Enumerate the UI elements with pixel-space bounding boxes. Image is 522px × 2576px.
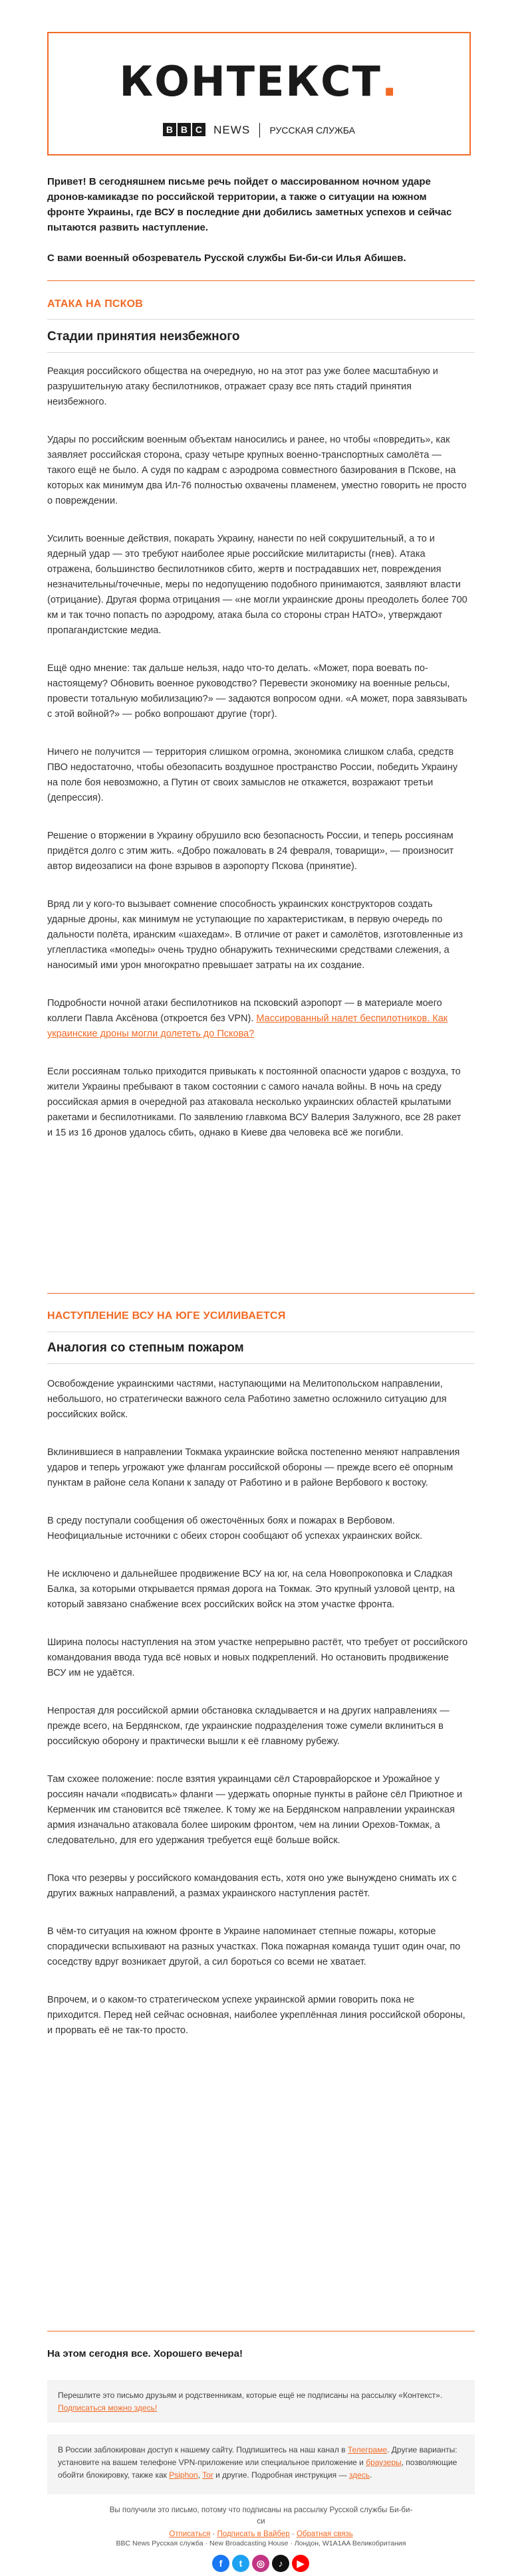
paragraph: Решение о вторжении в Украину обрушило всю безопасность России, и теперь россиянам придётся долго с этим жить. «Добро пожаловать в 24 февраля, товарищи», — произносит автор видеозаписи на фоне взрывов в аэропорту Пскова (принятие).	[47, 831, 454, 872]
tiktok-icon[interactable]: ♪	[272, 2555, 289, 2572]
paragraph: Вряд ли у кого-то вызывает сомнение способность украинских конструкторов создать ударные дроны, как минимум не уступающие по характеристикам, в первую очередь по дальности полёта, иранским «шахедам». В отличие от ракет и самолётов, изготовленные из углепластика «мопеды» очень трудно обнаружить техническими средствами слежения, а наносимый ими урон многократно превышает затраты на их создание.	[47, 899, 463, 971]
paragraph-with-link: Подробности ночной атаки беспилотников на псковский аэропорт — в материале моего коллеги Павла Аксёнова (откроется без VPN). Массированный налет беспилотников. Как украинские дроны могли долететь до Пскова?	[47, 998, 448, 1039]
paragraph: Удары по российским военным объектам наносились и ранее, но чтобы «повредить», как заявляет российская сторона, сразу четыре крупных военно-транспортных самолёта — такого ещё не было. А судя по кадрам с аэродрома совместного базирования в Пскове, на которых как минимум два Ил-76 полностью охвачены пламенем, уместно говорить не просто о повреждении.	[47, 435, 467, 506]
label-rule	[47, 319, 475, 320]
section-label: НАСТУПЛЕНИЕ ВСУ НА ЮГЕ УСИЛИВАЕТСЯ	[47, 1310, 286, 1322]
viber-subscribe-link[interactable]: Подписать в Вайбер	[217, 2530, 290, 2538]
paragraph: Не исключено и дальнейшее продвижение ВСУ на юг, на села Новопрокоповка и Сладкая Балка, за которыми открывается прямая дорога на Токмак. Это крупный узловой центр, на который завязано снабжение всех российских войск на этом участке фронта.	[47, 1569, 455, 1610]
social-icons	[201, 2555, 321, 2572]
browsers-link[interactable]: браузеры	[366, 2458, 402, 2467]
section-divider	[47, 1293, 475, 1294]
paragraph: Ширина полосы наступления на этом участке непрерывно растёт, что требует от российского командования ввода туда всё новых и новых подкреплений. Но остановить продвижение ВСУ им не удаётся.	[47, 1637, 468, 1678]
title-rule	[47, 1363, 475, 1364]
intro	[47, 174, 466, 281]
paragraph: Непростая для российской армии обстановка складывается и на других направлениях — прежде всего, на Бердянском, где украинские подразделения тоже сумели вклиниться в российскую оборону и практически вышли к её главному рубежу.	[47, 1706, 450, 1747]
title-rule	[47, 352, 475, 353]
paragraph: Усилить военные действия, покарать Украину, нанести по ней сокрушительный, а то и ядерный удар — это требуют наиболее ярые российские милитаристы (гнев). Атака отражена, большинство беспилотников сбито, жертв и пострадавших нет, повреждения незначительны/точечные, меры по недопущению подобного принимаются, заявляют власти (отрицание). Другая форма отрицания — «не могли украинские дроны преодолеть более 700 км и так точно попасть по аэродрому, атака была со стороны стран НАТО», утверждают пропагандистские медиа.	[47, 534, 467, 636]
blocking-notice-box: В России заблокирован доступ к нашему сайту. Подпишитесь на наш канал в Телеграме. Другие варианты: установите на вашем телефоне VPN-приложение или специальное приложение и браузеры, позволяющие обойти блокировку, также как Psiphon, Tor и другие. Подробная инструкция — здесь.	[47, 2434, 475, 2494]
twitter-icon[interactable]: t	[232, 2555, 249, 2572]
instagram-icon[interactable]: ◎	[252, 2555, 269, 2572]
forward-box: Перешлите это письмо друзьям и родственникам, которые ещё не подписаны на рассылку «Контекст». Подписаться можно здесь!	[47, 2380, 475, 2423]
masthead	[47, 32, 471, 155]
instructions-link[interactable]: здесь	[348, 2470, 370, 2480]
feedback-link[interactable]: Обратная связь	[296, 2530, 353, 2538]
subscribe-link[interactable]: Подписаться можно здесь!	[58, 2403, 158, 2413]
paragraph: В среду поступали сообщения об ожесточённых боях и пожарах в Вербовом. Неофициальные источники с обеих сторон сообщают об успехах украинских войск.	[47, 1516, 423, 1541]
facebook-icon[interactable]: f	[212, 2555, 229, 2572]
paragraph: В чём-то ситуация на южном фронте в Украине напоминает степные пожары, которые спорадически вспыхивают на разных участках. Пока пожарная команда тушит один очаг, по соседству вдруг возникает другой, а сил бороться со всеми не хватает.	[47, 1926, 461, 1967]
tor-link[interactable]: Tor	[202, 2470, 213, 2480]
paragraph: Впрочем, и о каком-то стратегическом успехе украинской армии говорить пока не приходится. Перед ней сейчас основная, наиболее укреплённая линия российской обороны, и прорвать её не так-то просто.	[47, 1995, 465, 2036]
youtube-icon[interactable]: ▶	[292, 2555, 309, 2572]
paragraph: Реакция российского общества на очередную, но на этот раз уже более масштабную и разрушительную атаку беспилотников, отражает сразу все пять стадий принятия неизбежного.	[47, 366, 438, 407]
section2-body	[47, 1377, 469, 2061]
section1-body	[47, 364, 469, 1163]
section-label: АТАКА НА ПСКОВ	[47, 298, 144, 310]
telegram-link[interactable]: Телеграме	[347, 2445, 388, 2454]
intro-author: С вами военный обозреватель Русской службы Би-би-си Илья Абишев.	[47, 252, 406, 264]
section-divider	[47, 280, 475, 281]
footer-links: Отписаться · Подписать в Вайбер · Обратная связь	[169, 2530, 353, 2538]
paragraph: Вклинившиеся в направлении Токмака украинские войска постепенно меняют направления ударов и теперь угрожают уже флангам российской обороны — прежде всего её опорным пунктам в районе села Копани к западу от Работино и в районе Вербового к востоку.	[47, 1447, 460, 1488]
bbc-brandline: B B C NEWS РУССКАЯ СЛУЖБА	[49, 122, 469, 138]
unsubscribe-link[interactable]: Отписаться	[169, 2530, 211, 2538]
closing-line: На этом сегодня все. Хорошего вечера!	[47, 2348, 243, 2359]
paragraph: Пока что резервы у российского командования есть, хотя оно уже вынуждено снимать их с других важных направлений, а размах украинского наступления растёт.	[47, 1873, 457, 1899]
paragraph: Там схожее положение: после взятия украинцами сёл Староврайорское и Урожайное у россиян начали «подвисать» фланги — удержать опорные пункты в районе сёл Приютное и Керменчик им становится всё тяжелее. К тому же на Бердянском направлении украинская армия изначально атаковала более широким фронтом, чем на линии Орехов-Токмак, а следовательно, для его удержания требуется ещё больше войск.	[47, 1774, 463, 1846]
kontekst-logo: КОНТЕКСТ.	[119, 57, 399, 106]
section-title: Стадии принятия неизбежного	[47, 330, 240, 344]
bbc-logo: B B C	[163, 122, 207, 138]
footer-subscription-note: Вы получили это письмо, потому что подписаны на рассылку Русской службы Би-би-си	[109, 2506, 413, 2526]
footer-address: BBC News Русская служба · New Broadcasting House · Лондон, W1A1AA Великобритания	[116, 2539, 406, 2547]
paragraph: Ещё одно мнение: так дальше нельзя, надо что-то делать. «Может, пора воевать по-настоящему? Обновить военное руководство? Перевести экономику на военные рельсы, провести тотальную мобилизацию?» — задаются вопросом одни. «А может, пора завязывать с этой войной?» — робко вопрошают другие (торг).	[47, 663, 467, 720]
psiphon-link[interactable]: Psiphon	[169, 2470, 198, 2480]
article-link[interactable]: Массированный налет беспилотников. Как украинские дроны могли долететь до Пскова?	[47, 1013, 448, 1039]
paragraph: Ничего не получится — территория слишком огромна, экономика слишком слаба, средств ПВО недостаточно, чтобы обезопасить воздушное пространство России, победить Украину на поле боя невозможно, а Путин от своих замыслов не откажется, возражают третьи (депрессия).	[47, 747, 458, 803]
paragraph: Если россиянам только приходится привыкать к постоянной опасности ударов с воздуха, то жители Украины пребывают в таком состоянии с самого начала войны. В ночь на среду российская армия в очередной раз атаковала несколько украинских областей крылатыми ракетами и беспилотниками. По заявлению главкома ВСУ Валерия Залужного, все 28 ракет и 15 из 16 дронов удалось сбить, однако в Киеве два человека всё же погибли.	[47, 1066, 461, 1138]
intro-paragraph: Привет! В сегодняшнем письме речь пойдет о массированном ночном ударе дронов-камикадзе по российской территории, а также о ситуации на южном фронте Украины, где ВСУ в последние дни добились заметных успехов и сейчас пытаются развить наступление.	[47, 176, 452, 233]
paragraph: Освобождение украинскими частями, наступающими на Мелитопольском направлении, небольшого, но стратегически важного села Работино заметно осложнило ситуацию для российских войск.	[47, 1379, 447, 1420]
brand-separator	[259, 123, 260, 138]
section-title: Аналогия со степным пожаром	[47, 1341, 244, 1355]
